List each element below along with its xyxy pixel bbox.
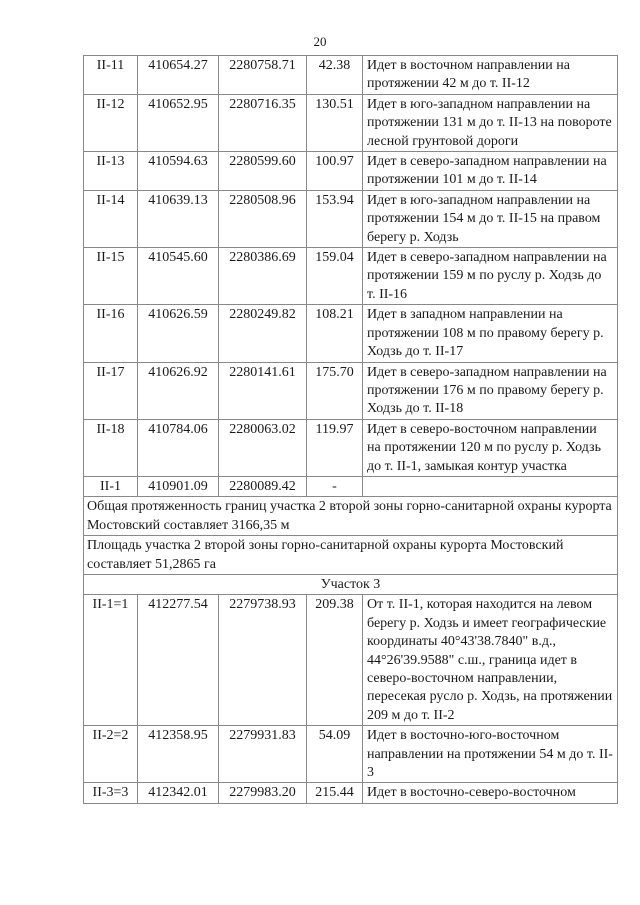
coord-x: 410626.92: [138, 362, 219, 419]
table-row: [84, 190, 618, 247]
total-length-text: Общая протяженность границ участка 2 второй зоны горно-санитарной охраны курорта Мостовский составляет 3166,35 м: [84, 497, 618, 536]
segment-length: 209.38: [307, 595, 363, 726]
section-2-summary: [84, 497, 618, 595]
segment-description: От т. II-1, которая находится на левом берегу р. Ходзь и имеет географические координаты 40°43'38.7840" в.д., 44°26'39.9588" с.ш., граница идет в северо-восточном направлении, пересекая русло р. Ходзь, на протяжении 209 м до т. II-2: [363, 595, 618, 726]
coord-x: 410594.63: [138, 152, 219, 191]
point-id: II-15: [84, 248, 138, 305]
coord-y: 2280716.35: [219, 94, 307, 151]
table-row: [84, 783, 618, 803]
table-row: [84, 56, 618, 95]
segment-description: [363, 476, 618, 496]
table-row: [84, 476, 618, 496]
segment-length: 130.51: [307, 94, 363, 151]
coord-y: 2279983.20: [219, 783, 307, 803]
table-row: [84, 362, 618, 419]
area-row: [84, 536, 618, 575]
section-3-rows: [84, 595, 618, 803]
coord-x: 410639.13: [138, 190, 219, 247]
coord-y: 2280386.69: [219, 248, 307, 305]
segment-length: 100.97: [307, 152, 363, 191]
point-id: II-14: [84, 190, 138, 247]
coord-y: 2280063.02: [219, 419, 307, 476]
coord-x: 410626.59: [138, 305, 219, 362]
point-id: II-18: [84, 419, 138, 476]
segment-description: Идет в восточно-юго-восточном направлении на протяжении 54 м до т. II-3: [363, 726, 618, 783]
coord-x: 412277.54: [138, 595, 219, 726]
point-id: II-1=1: [84, 595, 138, 726]
point-id: II-17: [84, 362, 138, 419]
segment-length: 175.70: [307, 362, 363, 419]
point-id: II-2=2: [84, 726, 138, 783]
coord-x: 412358.95: [138, 726, 219, 783]
table-row: [84, 419, 618, 476]
table-row: [84, 595, 618, 726]
segment-length: 108.21: [307, 305, 363, 362]
segment-length: 42.38: [307, 56, 363, 95]
point-id: II-3=3: [84, 783, 138, 803]
coord-x: 410901.09: [138, 476, 219, 496]
page-number: 20: [313, 34, 327, 49]
coord-x: 410652.95: [138, 94, 219, 151]
point-id: II-13: [84, 152, 138, 191]
segment-description: Идет в восточном направлении на протяжении 42 м до т. II-12: [363, 56, 618, 95]
segment-description: Идет в восточно-северо-восточном: [363, 783, 618, 803]
coord-x: 410654.27: [138, 56, 219, 95]
segment-description: Идет в западном направлении на протяжении 108 м по правому берегу р. Ходзь до т. II-17: [363, 305, 618, 362]
table-row: [84, 305, 618, 362]
point-id: II-16: [84, 305, 138, 362]
segment-length: 153.94: [307, 190, 363, 247]
segment-description: Идет в северо-западном направлении на протяжении 101 м до т. II-14: [363, 152, 618, 191]
table-row: [84, 94, 618, 151]
section-2-rows: [84, 56, 618, 497]
coord-y: 2280141.61: [219, 362, 307, 419]
coord-y: 2280249.82: [219, 305, 307, 362]
point-id: II-11: [84, 56, 138, 95]
boundary-table: [83, 55, 618, 804]
coord-y: 2279738.93: [219, 595, 307, 726]
segment-description: Идет в северо-восточном направлении на протяжении 120 м по руслу р. Ходзь до т. II-1, замыкая контур участка: [363, 419, 618, 476]
segment-description: Идет в северо-западном направлении на протяжении 176 м по правому берегу р. Ходзь до т. II-18: [363, 362, 618, 419]
segment-length: 54.09: [307, 726, 363, 783]
segment-length: 215.44: [307, 783, 363, 803]
table-row: [84, 152, 618, 191]
point-id: II-12: [84, 94, 138, 151]
coord-y: 2280599.60: [219, 152, 307, 191]
coord-x: 412342.01: [138, 783, 219, 803]
section-3-title: Участок 3: [84, 574, 618, 594]
segment-description: Идет в юго-западном направлении на протяжении 131 м до т. II-13 на повороте лесной грунтовой дороги: [363, 94, 618, 151]
coord-x: 410545.60: [138, 248, 219, 305]
table-row: [84, 726, 618, 783]
section-3-header-row: [84, 574, 618, 594]
coord-y: 2280758.71: [219, 56, 307, 95]
table-row: [84, 248, 618, 305]
coord-y: 2279931.83: [219, 726, 307, 783]
coord-y: 2280089.42: [219, 476, 307, 496]
segment-length: -: [307, 476, 363, 496]
segment-description: Идет в северо-западном направлении на протяжении 159 м по руслу р. Ходзь до т. II-16: [363, 248, 618, 305]
coord-x: 410784.06: [138, 419, 219, 476]
segment-length: 119.97: [307, 419, 363, 476]
coord-y: 2280508.96: [219, 190, 307, 247]
total-length-row: [84, 497, 618, 536]
segment-description: Идет в юго-западном направлении на протяжении 154 м до т. II-15 на правом берегу р. Ходзь: [363, 190, 618, 247]
segment-length: 159.04: [307, 248, 363, 305]
area-text: Площадь участка 2 второй зоны горно-санитарной охраны курорта Мостовский составляет 51,2865 га: [84, 536, 618, 575]
point-id: II-1: [84, 476, 138, 496]
